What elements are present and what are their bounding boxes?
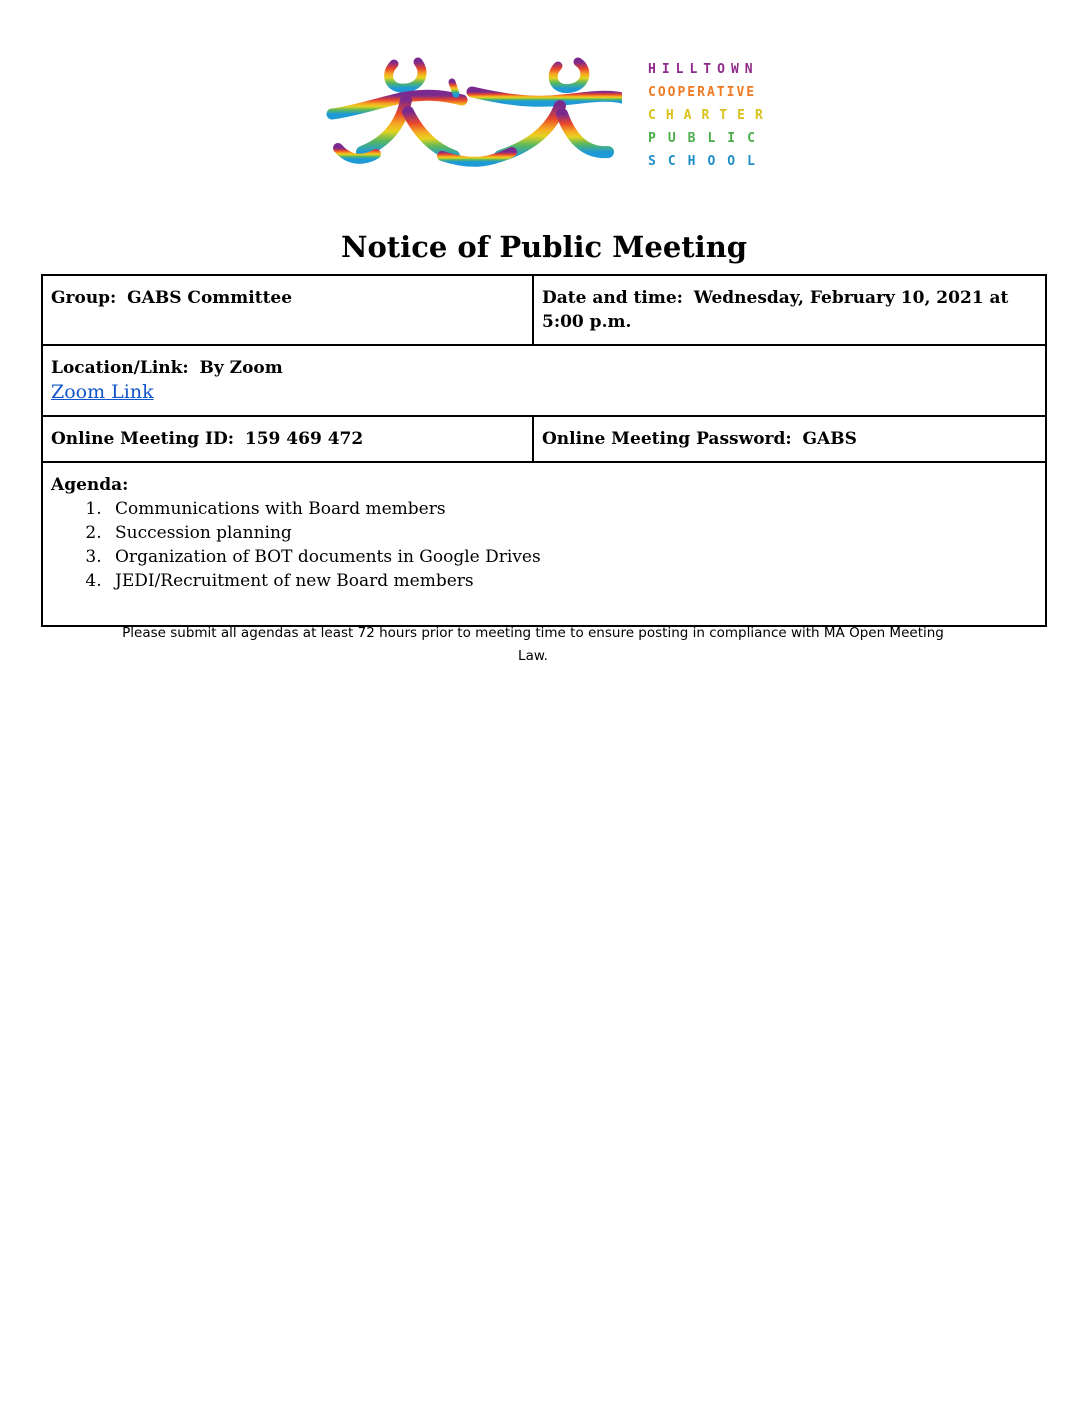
agenda-item: 3. Organization of BOT documents in Google Drives: [107, 545, 1037, 569]
meeting-id-label: Online Meeting ID:: [51, 429, 235, 449]
password-cell: [533, 416, 1046, 462]
school-name-line: HILLTOWN: [648, 62, 759, 77]
datetime-label: Date and time:: [542, 288, 683, 308]
group-cell: [42, 275, 533, 345]
agenda-item: 4. JEDI/Recruitment of new Board members: [107, 569, 1037, 593]
meeting-id-cell: [42, 416, 533, 462]
agenda-list: [51, 497, 1037, 593]
location-cell: [42, 345, 1046, 416]
school-name-line: COOPERATIVE: [648, 85, 757, 100]
school-name-line: SCHOOL: [648, 154, 767, 169]
group-value: GABS Committee: [127, 288, 293, 308]
password-value: GABS: [802, 429, 857, 449]
group-label: Group:: [51, 288, 117, 308]
agenda-item: 2. Succession planning: [107, 521, 1037, 545]
datetime-cell: [533, 275, 1046, 345]
school-name-line: PUBLIC: [648, 131, 767, 146]
location-value: By Zoom: [199, 358, 283, 378]
meeting-id-value: 159 469 472: [244, 429, 364, 449]
agenda-item: 1. Communications with Board members: [107, 497, 1037, 521]
agenda-label: Agenda:: [51, 475, 129, 495]
meeting-details-table: [41, 274, 1047, 627]
password-label: Online Meeting Password:: [542, 429, 792, 449]
school-logo: [322, 52, 787, 180]
submission-footnote: Please submit all agendas at least 72 hours prior to meeting time to ensure posting in compliance with MA Open Meeting Law.: [122, 625, 944, 664]
agenda-cell: [42, 462, 1046, 626]
zoom-link[interactable]: Zoom Link: [51, 381, 154, 403]
page-title: Notice of Public Meeting: [340, 230, 748, 264]
datetime-value: Wednesday, February 10, 2021 at 5:00 p.m.: [542, 288, 1009, 332]
school-name: [648, 58, 773, 173]
location-label: Location/Link:: [51, 358, 189, 378]
school-name-line: CHARTER: [648, 108, 773, 123]
